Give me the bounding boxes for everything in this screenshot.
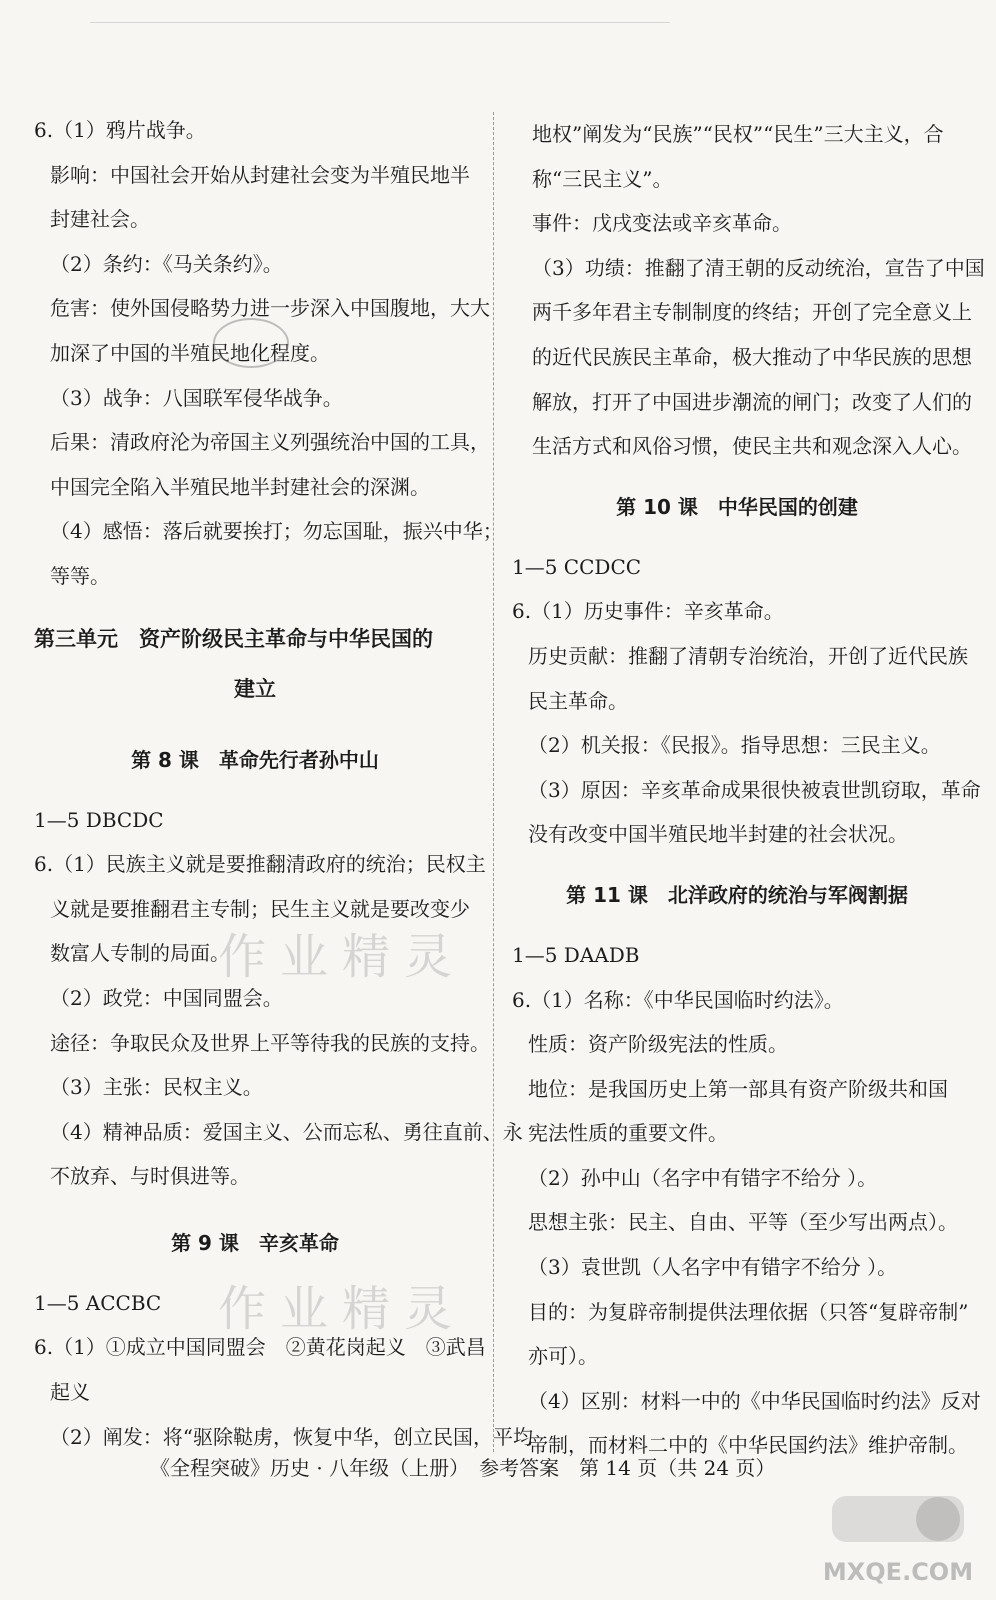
answer-line: （2）机关报：《民报》。指导思想：三民主义。 bbox=[528, 733, 941, 758]
left-column bbox=[34, 108, 533, 1459]
answer-line: 1—5 ACCBC bbox=[34, 1290, 162, 1315]
answer-line: 的近代民族民主革命，极大推动了中华民族的思想 bbox=[532, 344, 972, 369]
answer-line: 6.（1）鸦片战争。 bbox=[34, 118, 206, 142]
answer-line: 义就是要推翻君主专制；民生主义就是要改变少 bbox=[50, 896, 470, 921]
stamp-icon bbox=[213, 318, 289, 368]
answer-line: 封建社会。 bbox=[50, 207, 150, 232]
answer-line: 1—5 DAADB bbox=[512, 942, 640, 967]
answer-line: （3）原因：辛亥革命成果很快被袁世凯窃取，革命 bbox=[528, 777, 981, 802]
answer-line: 称“三民主义”。 bbox=[532, 166, 673, 191]
answer-line: 两千多年君主专制制度的终结；开创了完全意义上 bbox=[532, 300, 972, 325]
answer-line: 亦可）。 bbox=[528, 1344, 598, 1369]
answer-line: 数富人专制的局面。 bbox=[50, 941, 230, 966]
watermark: 作业精灵 bbox=[218, 929, 467, 985]
answer-line: 不放弃、与时俱进等。 bbox=[50, 1164, 250, 1189]
answer-line: 6.（1）名称：《中华民国临时约法》。 bbox=[512, 987, 844, 1012]
mxqe-logo-icon bbox=[818, 1488, 978, 1598]
lesson-11-title: 第 11 课 北洋政府的统治与军阀割据 bbox=[566, 882, 908, 907]
column-divider bbox=[493, 112, 494, 1452]
answer-line: 途径：争取民众及世界上平等待我的民族的支持。 bbox=[50, 1030, 490, 1055]
answer-line: （3）袁世凯（人名字中有错字不给分 ）。 bbox=[528, 1255, 898, 1280]
answer-line: 影响：中国社会开始从封建社会变为半殖民地半 bbox=[50, 162, 470, 187]
answer-line: 1—5 DBCDC bbox=[34, 807, 164, 832]
answer-line: （4）精神品质：爱国主义、公而忘私、勇往直前、永 bbox=[50, 1119, 523, 1144]
answer-line: 6.（1）①成立中国同盟会 ②黄花岗起义 ③武昌 bbox=[34, 1335, 486, 1360]
lesson-11-answers bbox=[512, 933, 981, 1468]
answer-line: （2）孙中山（名字中有错字不给分 ）。 bbox=[528, 1165, 878, 1190]
logo-text: MXQE.COM bbox=[822, 1558, 974, 1586]
answer-line: 帝制，而材料二中的《中华民国约法》维护帝制。 bbox=[528, 1433, 968, 1458]
answer-line: 地位：是我国历史上第一部具有资产阶级共和国 bbox=[528, 1076, 948, 1101]
answer-line: 加深了中国的半殖民地化程度。 bbox=[50, 340, 330, 365]
answer-line: （2）条约：《马关条约》。 bbox=[50, 251, 283, 276]
answer-line: 民主革命。 bbox=[528, 688, 628, 713]
answer-line: （3）战争：八国联军侵华战争。 bbox=[50, 385, 343, 410]
lesson-10-title: 第 10 课 中华民国的创建 bbox=[616, 494, 858, 519]
answer-line: （2）阐发：将“驱除鞑虏，恢复中华，创立民国，平均 bbox=[50, 1424, 533, 1449]
top-rule bbox=[90, 22, 670, 23]
answer-line: 6.（1）历史事件：辛亥革命。 bbox=[512, 599, 784, 624]
watermark: 作业精灵 bbox=[218, 1281, 467, 1337]
answer-line: 生活方式和风俗习惯，使民主共和观念深入人心。 bbox=[532, 434, 972, 459]
answer-line: 等等。 bbox=[50, 563, 110, 588]
answer-line: 后果：清政府沦为帝国主义列强统治中国的工具， bbox=[50, 430, 490, 455]
unit-title-cont: 建立 bbox=[234, 676, 276, 701]
answer-line: 宪法性质的重要文件。 bbox=[528, 1121, 728, 1146]
answer-line: 6.（1）民族主义就是要推翻清政府的统治；民权主 bbox=[34, 852, 486, 877]
answer-line: 起义 bbox=[50, 1380, 90, 1405]
answer-line: 1—5 CCDCC bbox=[512, 554, 642, 579]
answer-line: 解放，打开了中国进步潮流的闸门；改变了人们的 bbox=[532, 389, 972, 414]
answer-line: 没有改变中国半殖民地半封建的社会状况。 bbox=[528, 822, 908, 847]
lesson-8-answers bbox=[34, 798, 523, 1199]
answer-line: 危害：使外国侵略势力进一步深入中国腹地，大大 bbox=[50, 296, 490, 321]
answer-line: 性质：资产阶级宪法的性质。 bbox=[528, 1032, 788, 1057]
answer-line: （2）政党：中国同盟会。 bbox=[50, 985, 283, 1010]
answer-line: （4）感悟：落后就要挨打；勿忘国耻，振兴中华； bbox=[50, 519, 503, 544]
answer-line: 中国完全陷入半殖民地半封建社会的深渊。 bbox=[50, 474, 430, 499]
answer-line: 思想主张：民主、自由、平等（至少写出两点）。 bbox=[528, 1210, 958, 1235]
right-column bbox=[512, 112, 985, 1468]
page-footer: 《全程突破》历史 · 八年级（上册） 参考答案 第 14 页（共 24 页） bbox=[150, 1456, 776, 1480]
lesson-9-title: 第 9 课 辛亥革命 bbox=[171, 1230, 339, 1255]
answer-line: 历史贡献：推翻了清朝专治统治，开创了近代民族 bbox=[528, 643, 968, 668]
answer-line: （3）主张：民权主义。 bbox=[50, 1075, 263, 1100]
unit-title: 第三单元 资产阶级民主革命与中华民国的 bbox=[34, 626, 433, 651]
lesson-8-title: 第 8 课 革命先行者孙中山 bbox=[131, 747, 379, 772]
answer-line: 目的：为复辟帝制提供法理依据（只答“复辟帝制” bbox=[528, 1299, 969, 1324]
answer-line: （4）区别：材料一中的《中华民国临时约法》反对 bbox=[528, 1388, 981, 1413]
answer-line: 事件：戊戌变法或辛亥革命。 bbox=[532, 211, 792, 236]
right-top-answers bbox=[512, 112, 985, 469]
answer-line: （3）功绩：推翻了清王朝的反动统治，宣告了中国 bbox=[532, 255, 985, 280]
answer-line: 地权”阐发为“民族”“民权”“民生”三大主义，合 bbox=[532, 122, 944, 146]
lesson-10-answers bbox=[512, 545, 981, 857]
